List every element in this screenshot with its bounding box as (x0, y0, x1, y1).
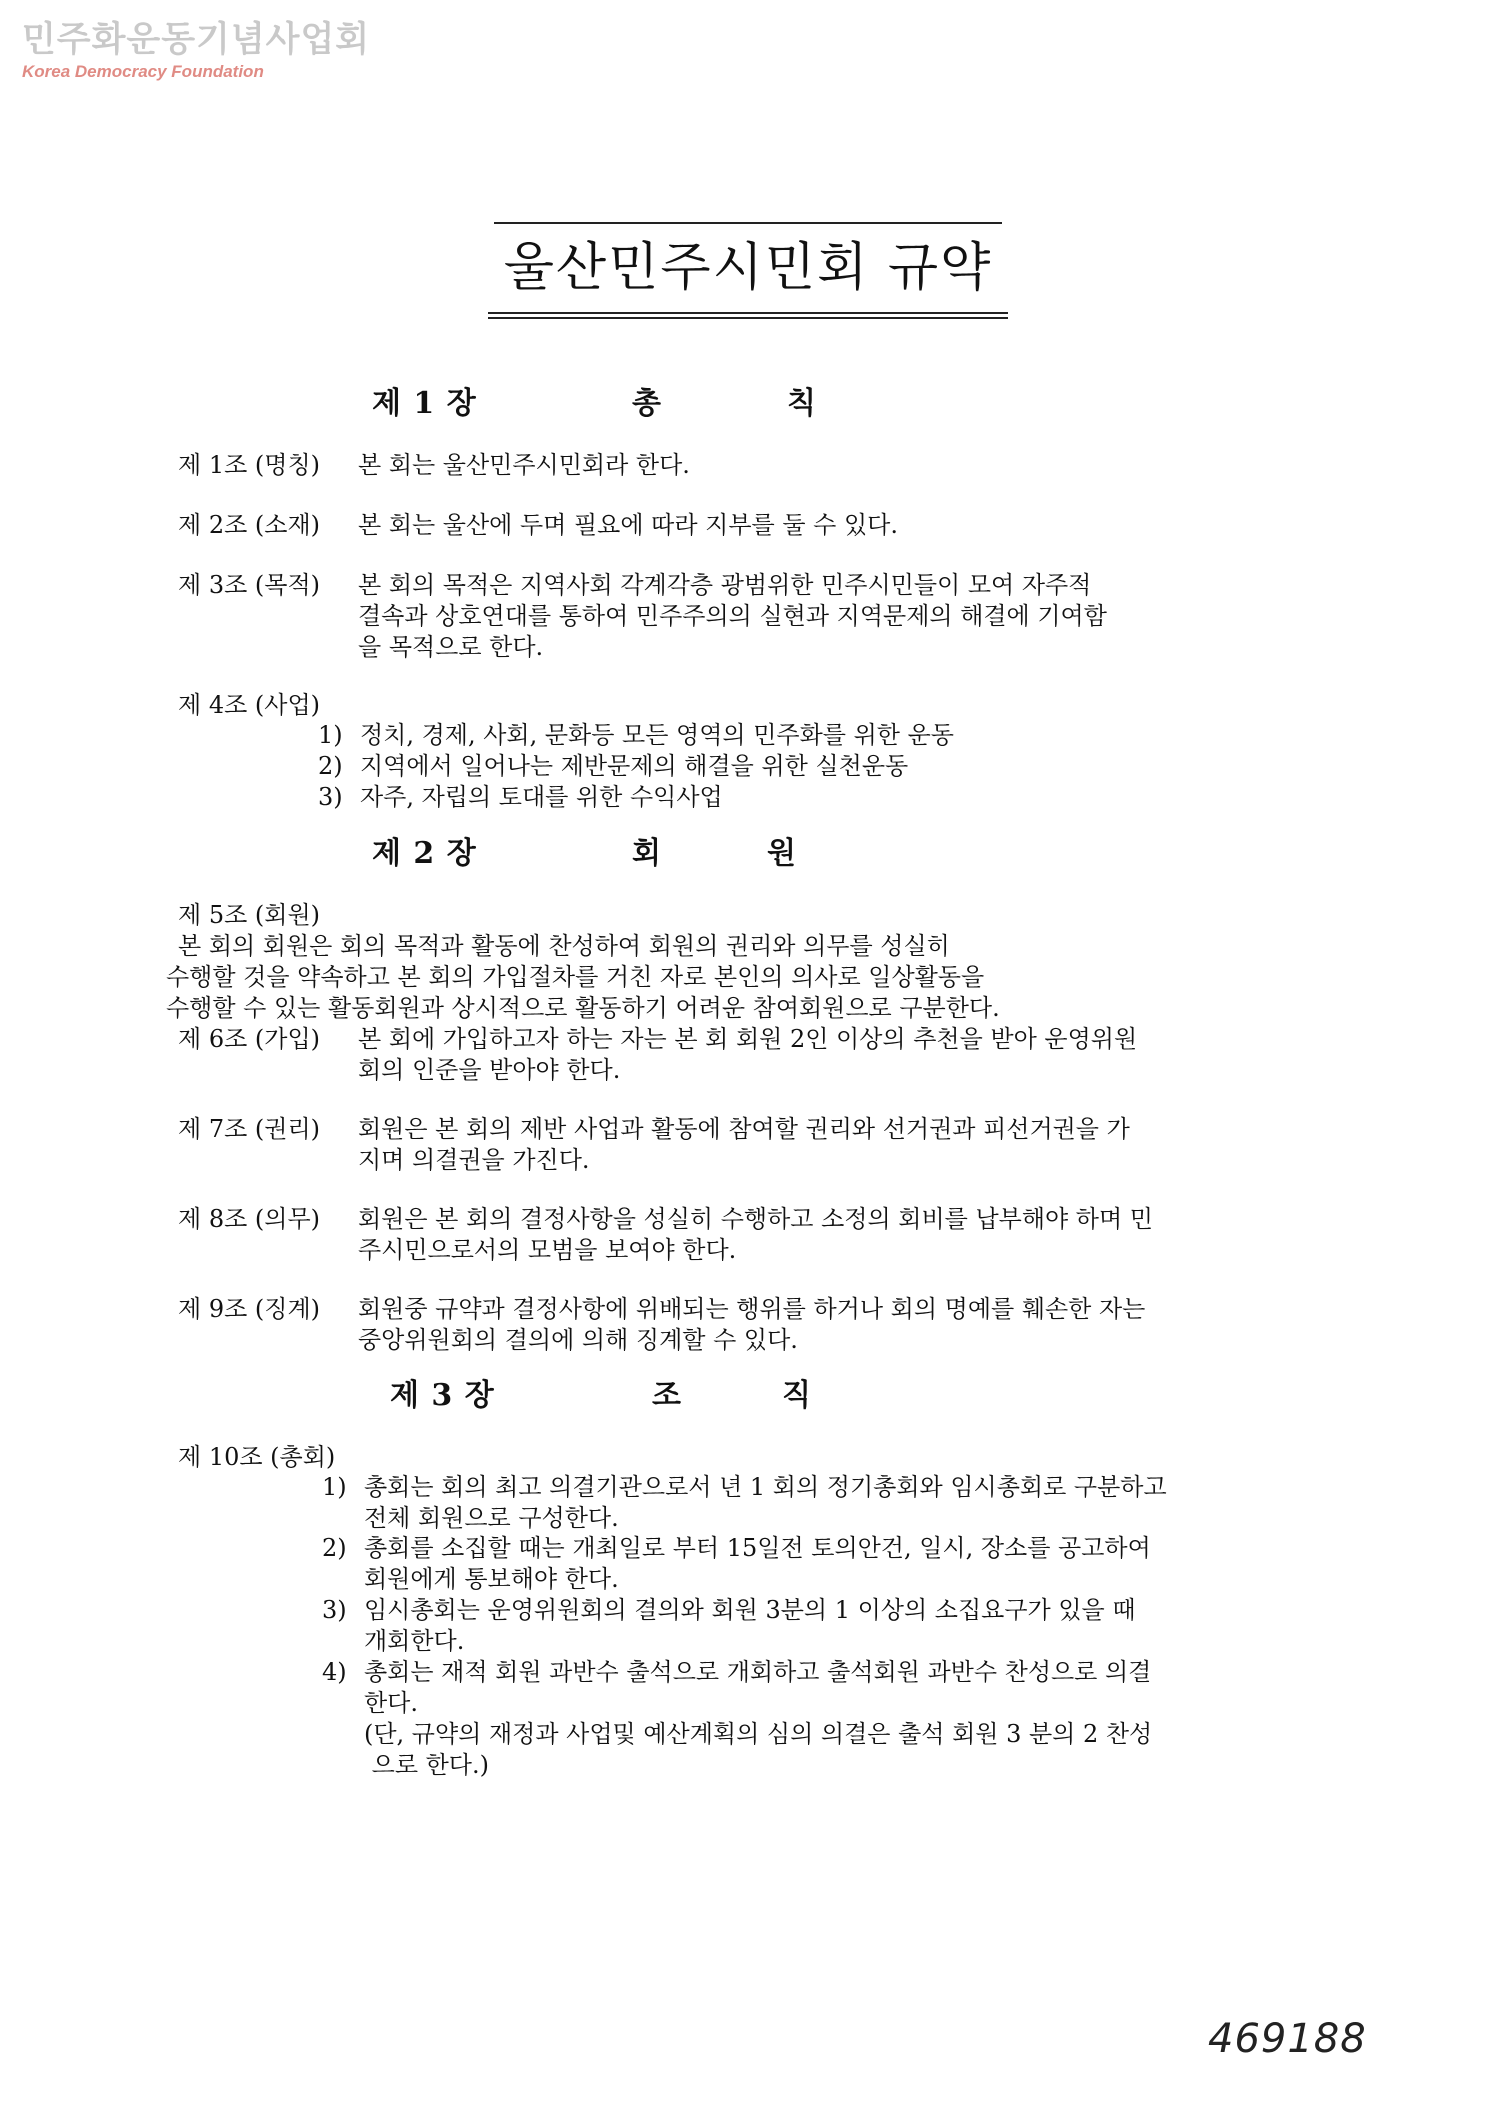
chapter-name-char: 원 (767, 836, 797, 871)
article-line: 수행할 수 있는 활동회원과 상시적으로 활동하기 어려운 참여회원으로 구분한다. (166, 994, 1000, 1022)
title-bottom-rule (488, 312, 1008, 319)
item-line: 전체 회원으로 구성한다. (364, 1504, 619, 1532)
article-number: 제 4조 (사업) (178, 691, 320, 719)
article-2 (178, 510, 1338, 541)
item-label: 3) (318, 783, 343, 811)
item-label: 1) (318, 721, 343, 749)
item-line: 임시총회는 운영위원회의 결의와 회원 3분의 1 이상의 소집요구가 있을 때 (364, 1596, 1136, 1624)
article-line: 지며 의결권을 가진다. (358, 1146, 590, 1174)
article-line: 수행할 것을 약속하고 본 회의 가입절차를 거친 자로 본인의 의사로 일상활동을 (166, 963, 985, 991)
article-4-items (318, 720, 1320, 813)
chapter-number: 제 3 장 (390, 1378, 495, 1413)
document-title: 울산민주시민회 규약 (503, 238, 993, 298)
chapter-1-heading (372, 386, 817, 422)
item-text: 정치, 경제, 사회, 문화등 모든 영역의 민주화를 위한 운동 (360, 721, 954, 749)
article-line: 결속과 상호연대를 통하여 민주주의의 실현과 지역문제의 해결에 기여함 (358, 602, 1107, 630)
article-number: 제 10조 (총회) (178, 1443, 336, 1471)
chapter-name-char: 조 (652, 1378, 682, 1413)
article-7 (178, 1114, 1338, 1176)
article-line: 본 회의 목적은 지역사회 각계각층 광범위한 민주시민들이 모여 자주적 (358, 571, 1092, 599)
article-number: 제 9조 (징계) (178, 1295, 320, 1323)
item-label: 3) (322, 1596, 347, 1624)
chapter-number: 제 2 장 (372, 836, 477, 871)
list-item (318, 751, 1320, 782)
note-line: 으로 한다.) (364, 1751, 489, 1779)
item-label: 1) (322, 1473, 347, 1501)
article-line: 본 회는 울산에 두며 필요에 따라 지부를 둘 수 있다. (358, 511, 898, 539)
chapter-number: 제 1 장 (372, 386, 477, 421)
item-label: 2) (318, 752, 343, 780)
article-line: 회원은 본 회의 제반 사업과 활동에 참여할 권리와 선거권과 피선거권을 가 (358, 1115, 1130, 1143)
list-item (318, 782, 1320, 813)
article-3 (178, 570, 1338, 663)
article-number: 제 8조 (의무) (178, 1205, 320, 1233)
article-line: 을 목적으로 한다. (358, 633, 544, 661)
article-line: 본 회는 울산민주시민회라 한다. (358, 451, 690, 479)
list-item (322, 1472, 1324, 1534)
note-line: (단, 규약의 재정과 사업및 예산계획의 심의 의결은 출석 회원 3 분의 2 찬성 (364, 1720, 1153, 1748)
article-8 (178, 1204, 1338, 1266)
document-number: 469188 (1208, 2016, 1367, 2062)
item-label: 4) (322, 1658, 347, 1686)
list-item (322, 1533, 1324, 1595)
article-5 (166, 900, 1338, 1024)
item-text: 자주, 자립의 토대를 위한 수익사업 (360, 783, 723, 811)
article-line: 본 회의 회원은 회의 목적과 활동에 찬성하여 회원의 권리와 의무를 성실히 (178, 932, 950, 960)
list-item (318, 720, 1320, 751)
chapter-3-heading (390, 1378, 812, 1414)
item-line: 한다. (364, 1689, 418, 1717)
article-1 (178, 450, 1338, 481)
article-number: 제 7조 (권리) (178, 1115, 320, 1143)
article-line: 주시민으로서의 모범을 보여야 한다. (358, 1236, 737, 1264)
article-10-note (322, 1719, 1324, 1781)
article-4 (178, 690, 1338, 721)
logo-english-text: Korea Democracy Foundation (22, 62, 264, 81)
article-10-items (322, 1472, 1324, 1781)
chapter-name-char: 칙 (787, 386, 817, 421)
article-number: 제 1조 (명칭) (178, 451, 320, 479)
article-9 (178, 1294, 1338, 1356)
item-line: 총회는 회의 최고 의결기관으로서 년 1 회의 정기총회와 임시총회로 구분하고 (364, 1473, 1167, 1501)
article-line: 본 회에 가입하고자 하는 자는 본 회 회원 2인 이상의 추천을 받아 운영위원 (358, 1025, 1138, 1053)
article-10 (178, 1442, 1338, 1473)
item-label: 2) (322, 1534, 347, 1562)
chapter-name-char: 총 (632, 386, 662, 421)
article-line: 중앙위원회의 결의에 의해 징계할 수 있다. (358, 1326, 798, 1354)
list-item (322, 1657, 1324, 1719)
item-line: 개회한다. (364, 1627, 465, 1655)
chapter-name-char: 직 (782, 1378, 812, 1413)
item-text: 지역에서 일어나는 제반문제의 해결을 위한 실천운동 (360, 752, 909, 780)
article-number: 제 5조 (회원) (178, 901, 320, 929)
article-number: 제 2조 (소재) (178, 511, 320, 539)
article-number: 제 3조 (목적) (178, 571, 320, 599)
list-item (322, 1595, 1324, 1657)
logo-korean-text: 민주화운동기념사업회 (22, 20, 371, 60)
item-line: 회원에게 통보해야 한다. (364, 1565, 619, 1593)
foundation-logo (22, 20, 370, 82)
article-line: 회의 인준을 받아야 한다. (358, 1056, 621, 1084)
article-line: 회원은 본 회의 결정사항을 성실히 수행하고 소정의 회비를 납부해야 하며 민 (358, 1205, 1153, 1233)
item-line: 총회는 재적 회원 과반수 출석으로 개회하고 출석회원 과반수 찬성으로 의결 (364, 1658, 1152, 1686)
chapter-name-char: 회 (632, 836, 662, 871)
document-title-block (488, 222, 1008, 319)
article-number: 제 6조 (가입) (178, 1025, 320, 1053)
item-line: 총회를 소집할 때는 개최일로 부터 15일전 토의안건, 일시, 장소를 공고하여 (364, 1534, 1151, 1562)
article-6 (178, 1024, 1338, 1086)
article-line: 회원중 규약과 결정사항에 위배되는 행위를 하거나 회의 명예를 훼손한 자는 (358, 1295, 1146, 1323)
chapter-2-heading (372, 836, 797, 872)
